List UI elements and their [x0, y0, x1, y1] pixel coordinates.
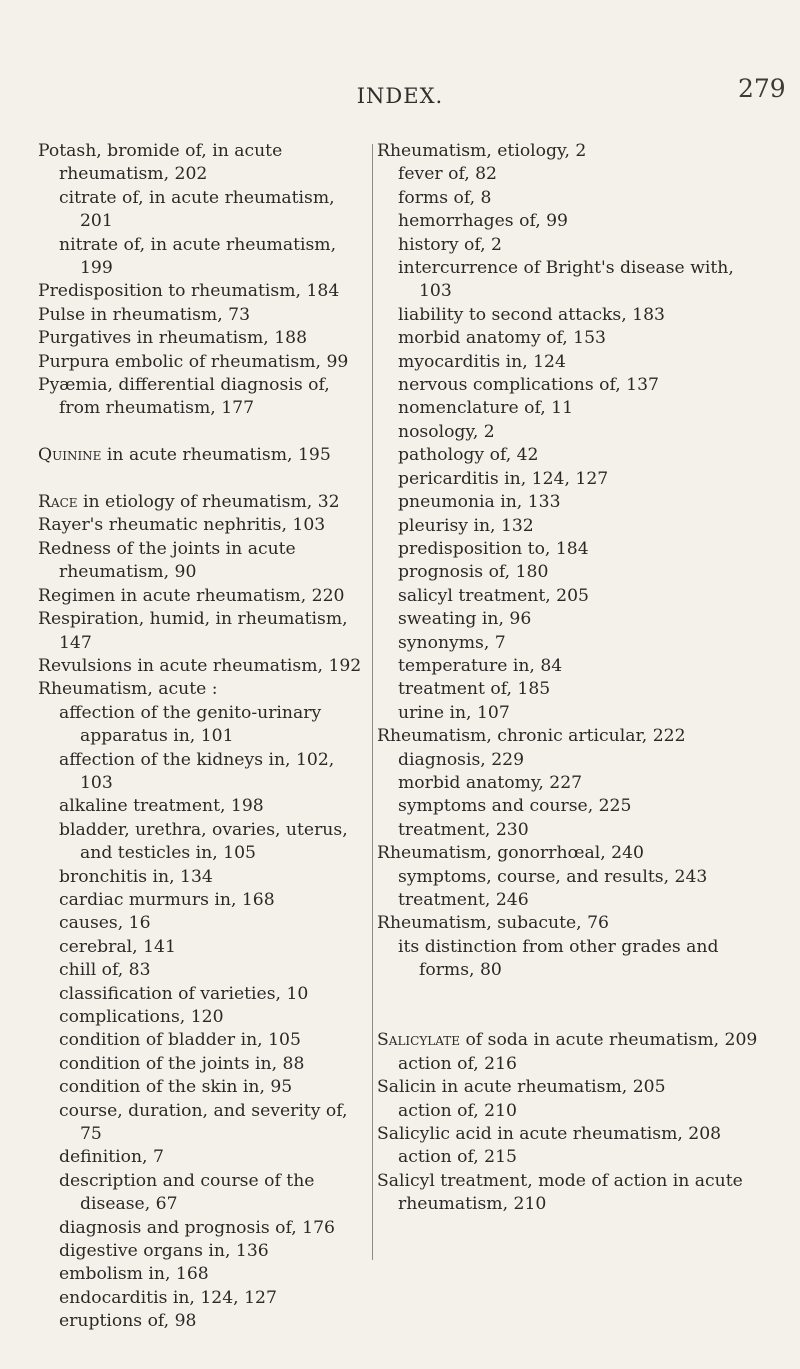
index-subentry: condition of the skin in, 95: [59, 1077, 293, 1098]
index-subentry: alkaline treatment, 198: [59, 796, 264, 817]
index-entry: Quinine in acute rheumatism, 195: [38, 445, 331, 466]
index-entry: Predisposition to rheumatism, 184: [38, 281, 340, 302]
index-subentry: morbid anatomy of, 153: [398, 328, 606, 349]
section-gap: [38, 468, 370, 491]
index-entry: Rheumatism, gonorrhœal, 240: [377, 843, 644, 864]
index-subentry: citrate of, in acute rheumatism, 201: [59, 187, 335, 232]
index-subentry: affection of the kidneys in, 102, 103: [59, 749, 335, 793]
index-subentry: cardiac murmurs in, 168: [59, 889, 275, 910]
index-subentry: treatment of, 185: [398, 679, 551, 700]
index-entry: Purpura embolic of rheumatism, 99: [38, 351, 349, 372]
index-entry: Rheumatism, chronic articular, 222: [377, 726, 686, 747]
section-gap: [377, 1006, 769, 1029]
index-subentry: course, duration, and severity of, 75: [59, 1100, 348, 1145]
index-subentry: pathology of, 42: [398, 445, 539, 466]
index-entry: Pulse in rheumatism, 73: [38, 304, 251, 325]
page-title: INDEX.: [356, 84, 444, 108]
section-gap: [377, 983, 769, 1006]
index-subentry: sweating in, 96: [398, 609, 532, 630]
index-column-right: [377, 140, 769, 1217]
section-gap: [38, 421, 370, 444]
index-subentry: description and course of the disease, 67: [59, 1170, 315, 1215]
index-subentry: definition, 7: [59, 1147, 164, 1168]
index-subentry: symptoms and course, 225: [398, 796, 632, 817]
index-subentry: condition of bladder in, 105: [59, 1030, 301, 1051]
index-entry: Salicin in acute rheumatism, 205: [377, 1077, 666, 1098]
index-subentry: prognosis of, 180: [398, 562, 549, 583]
index-entry: Potash, bromide of, in acute rheumatism, 202: [38, 141, 283, 185]
index-entry: Redness of the joints in acute rheumatism, 90: [38, 538, 296, 583]
index-subentry: affection of the genito-urinary apparatus in, 101: [59, 702, 322, 747]
index-column-left: [38, 140, 370, 1334]
index-subentry: intercurrence of Bright's disease with, 103: [398, 258, 734, 302]
index-subentry: treatment, 246: [398, 890, 529, 910]
index-subentry: forms of, 8: [398, 187, 492, 208]
index-subentry: nitrate of, in acute rheumatism, 199: [59, 234, 337, 279]
index-subentry: temperature in, 84: [398, 655, 563, 676]
index-entry: Revulsions in acute rheumatism, 192: [38, 655, 362, 676]
index-subentry: embolism in, 168: [59, 1264, 209, 1285]
index-subentry: pleurisy in, 132: [398, 515, 534, 536]
index-subentry: liability to second attacks, 183: [398, 304, 665, 325]
index-subentry: fever of, 82: [398, 164, 497, 185]
index-subentry: endocarditis in, 124, 127: [59, 1287, 277, 1308]
index-subentry: pneumonia in, 133: [398, 492, 561, 513]
index-subentry: nomenclature of, 11: [398, 398, 574, 419]
index-subentry: eruptions of, 98: [59, 1311, 197, 1332]
index-subentry: complications, 120: [59, 1007, 224, 1027]
index-entry: Salicylate of soda in acute rheumatism, 209: [377, 1030, 758, 1051]
index-entry: Purgatives in rheumatism, 188: [38, 328, 308, 349]
index-subentry: synonyms, 7: [398, 632, 506, 653]
index-entry: Salicylic acid in acute rheumatism, 208: [377, 1124, 722, 1145]
index-entry: Respiration, humid, in rheumatism, 147: [38, 609, 348, 653]
index-subentry: classification of varieties, 10: [59, 983, 309, 1004]
index-subentry: diagnosis, 229: [398, 749, 525, 770]
index-subentry: salicyl treatment, 205: [398, 585, 589, 606]
index-subentry: predisposition to, 184: [398, 538, 589, 559]
column-divider: [372, 144, 373, 1260]
index-subentry: its distinction from other grades and forms, 80: [398, 936, 719, 981]
index-subentry: condition of the joints in, 88: [59, 1053, 305, 1074]
index-subentry: myocarditis in, 124: [398, 351, 566, 372]
index-subentry: symptoms, course, and results, 243: [398, 866, 708, 887]
index-entry: Rheumatism, subacute, 76: [377, 913, 609, 934]
index-entry: Race in etiology of rheumatism, 32: [38, 492, 340, 513]
index-subentry: bronchitis in, 134: [59, 866, 213, 887]
index-subentry: nervous complications of, 137: [398, 375, 659, 396]
index-subentry: nosology, 2: [398, 421, 495, 442]
index-subentry: treatment, 230: [398, 819, 529, 840]
index-subentry: action of, 216: [398, 1053, 517, 1074]
index-entry: Salicyl treatment, mode of action in acute rheumatism, 210: [377, 1170, 743, 1215]
index-subentry: history of, 2: [398, 234, 502, 255]
page-number: 279: [738, 74, 786, 103]
index-subentry: bladder, urethra, ovaries, uterus, and testicles in, 105: [59, 819, 348, 864]
index-subentry: pericarditis in, 124, 127: [398, 468, 609, 489]
index-entry: Rayer's rheumatic nephritis, 103: [38, 515, 326, 536]
index-subentry: morbid anatomy, 227: [398, 772, 583, 793]
index-subentry: cerebral, 141: [59, 936, 176, 957]
index-subentry: digestive organs in, 136: [59, 1241, 269, 1262]
index-subentry: diagnosis and prognosis of, 176: [59, 1217, 335, 1238]
index-subentry: chill of, 83: [59, 960, 151, 981]
index-entry: Rheumatism, etiology, 2: [377, 141, 587, 161]
index-entry: Regimen in acute rheumatism, 220: [38, 585, 345, 606]
index-entry: Pyæmia, differential diagnosis of, from rheumatism, 177: [38, 375, 330, 419]
index-entry: Rheumatism, acute :: [38, 679, 218, 700]
index-subentry: action of, 215: [398, 1147, 517, 1168]
index-subentry: causes, 16: [59, 913, 151, 934]
index-subentry: hemorrhages of, 99: [398, 211, 568, 232]
index-subentry: action of, 210: [398, 1100, 517, 1121]
index-subentry: urine in, 107: [398, 702, 510, 723]
